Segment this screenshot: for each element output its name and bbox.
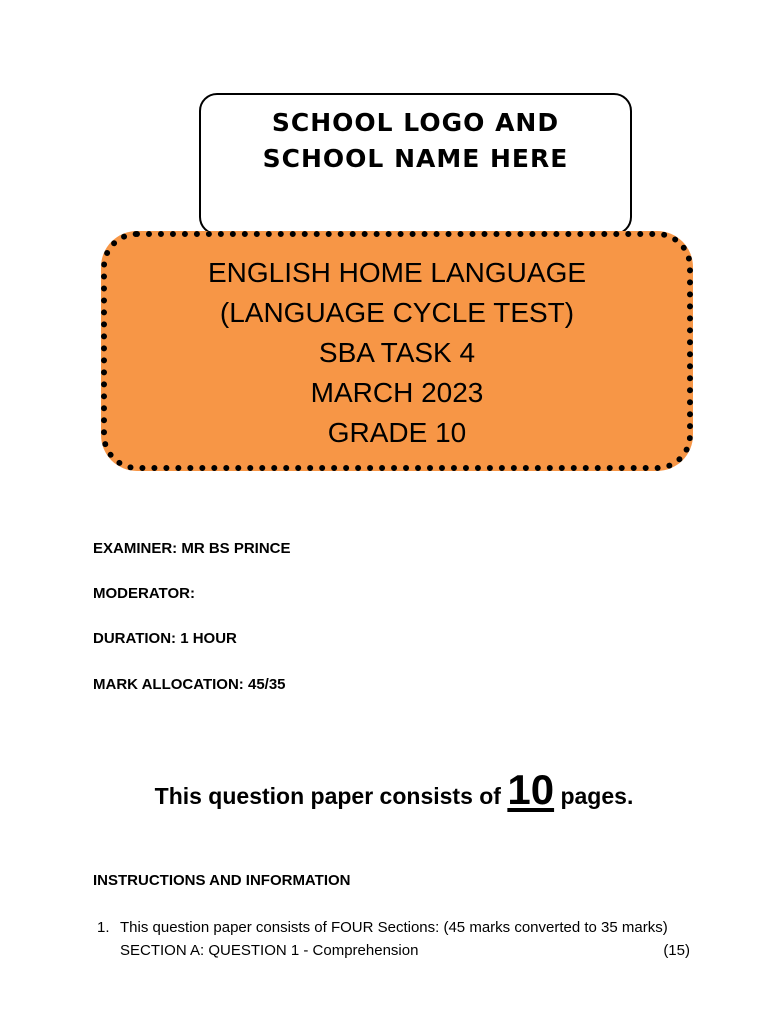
section-a-label: SECTION A: QUESTION 1 - Comprehension: [120, 942, 419, 959]
school-logo-placeholder-box: [199, 93, 632, 235]
page-count-suffix: pages.: [560, 783, 634, 809]
instruction-item: [97, 916, 690, 962]
examiner-label: EXAMINER: MR BS PRINCE: [93, 540, 291, 557]
instructions-heading: INSTRUCTIONS AND INFORMATION: [93, 872, 351, 889]
moderator-label: MODERATOR:: [93, 585, 195, 602]
subject-title: ENGLISH HOME LANGUAGE: [207, 257, 587, 288]
school-logo-line-2: SCHOOL NAME HERE: [262, 144, 569, 173]
page-count-number: 10: [507, 766, 555, 813]
page-count-statement: [0, 766, 768, 814]
section-a-marks: (15): [663, 942, 690, 959]
exam-date: MARCH 2023: [310, 377, 484, 408]
task-number: SBA TASK 4: [318, 337, 476, 368]
school-logo-line-1: SCHOOL LOGO AND: [271, 108, 560, 137]
grade-level: GRADE 10: [327, 417, 467, 448]
instruction-number: 1.: [97, 919, 110, 936]
page-count-prefix: This question paper consists of: [154, 783, 501, 809]
duration-label: DURATION: 1 HOUR: [93, 630, 237, 647]
paper-title-box: [101, 231, 693, 471]
test-type: (LANGUAGE CYCLE TEST): [219, 297, 575, 328]
instruction-text: This question paper consists of FOUR Sections: (45 marks converted to 35 marks): [120, 919, 668, 936]
mark-allocation-label: MARK ALLOCATION: 45/35: [93, 676, 286, 693]
